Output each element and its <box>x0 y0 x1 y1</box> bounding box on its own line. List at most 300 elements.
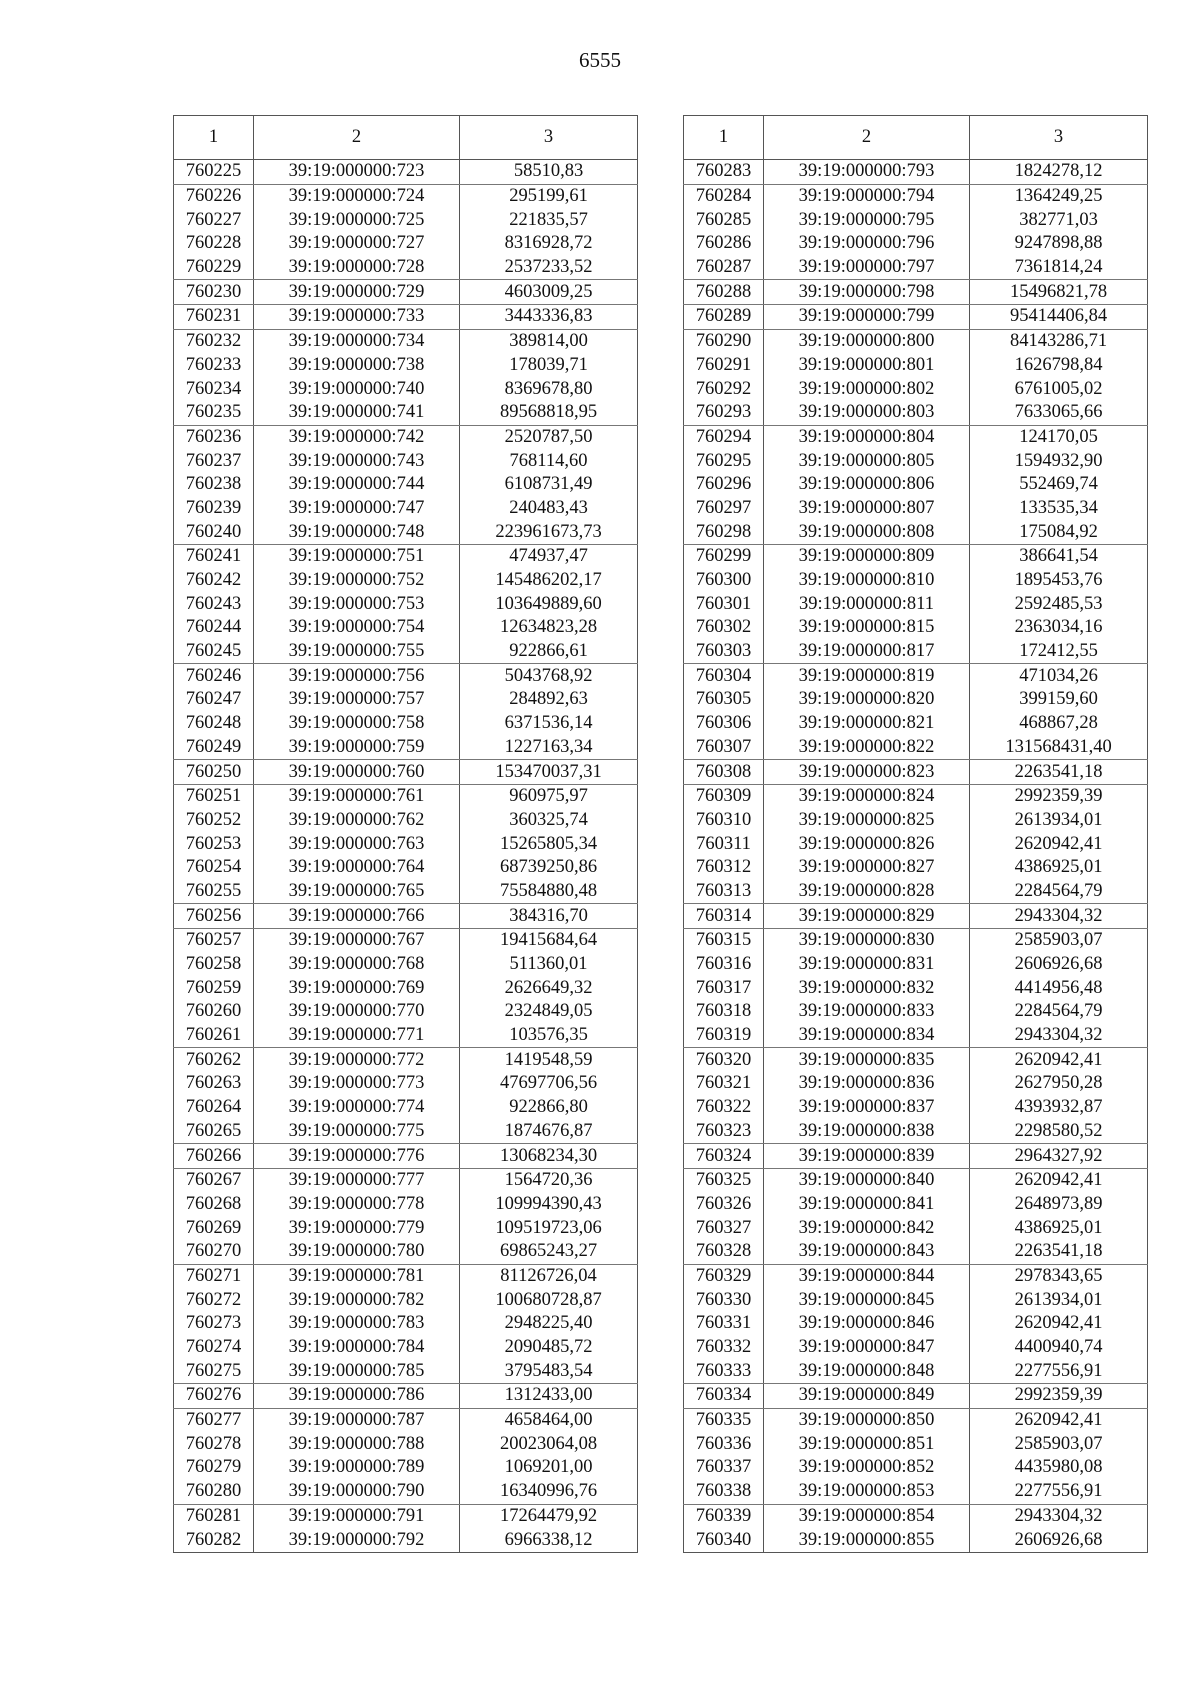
cadastral-number-cell: 39:19:000000:801 <box>764 354 970 378</box>
table-row <box>174 1240 638 1264</box>
cadastral-number-cell: 39:19:000000:782 <box>254 1288 460 1312</box>
cadastral-number-cell: 39:19:000000:771 <box>254 1024 460 1048</box>
row-number-cell: 760247 <box>174 688 254 712</box>
cadastral-number-cell: 39:19:000000:853 <box>764 1480 970 1504</box>
value-cell: 552469,74 <box>970 473 1148 497</box>
row-number-cell: 760314 <box>684 904 764 929</box>
row-number-cell: 760251 <box>174 784 254 808</box>
cadastral-number-cell: 39:19:000000:779 <box>254 1216 460 1240</box>
row-number-cell: 760286 <box>684 232 764 256</box>
value-cell: 2284564,79 <box>970 1000 1148 1024</box>
table-row <box>684 712 1148 736</box>
cadastral-number-cell: 39:19:000000:834 <box>764 1024 970 1048</box>
value-cell: 2592485,53 <box>970 592 1148 616</box>
value-cell: 1227163,34 <box>460 736 638 760</box>
value-cell: 2626649,32 <box>460 976 638 1000</box>
value-cell: 2263541,18 <box>970 760 1148 785</box>
row-number-cell: 760269 <box>174 1216 254 1240</box>
value-cell: 153470037,31 <box>460 760 638 785</box>
value-cell: 2992359,39 <box>970 1384 1148 1409</box>
row-number-cell: 760277 <box>174 1408 254 1432</box>
table-row <box>684 1096 1148 1120</box>
value-cell: 2948225,40 <box>460 1312 638 1336</box>
value-cell: 15496821,78 <box>970 280 1148 305</box>
table-row <box>684 160 1148 185</box>
cadastral-number-cell: 39:19:000000:760 <box>254 760 460 785</box>
header-cell-2: 2 <box>254 116 460 160</box>
cadastral-number-cell: 39:19:000000:784 <box>254 1336 460 1360</box>
cadastral-number-cell: 39:19:000000:748 <box>254 520 460 544</box>
value-cell: 386641,54 <box>970 545 1148 569</box>
right-table <box>683 115 1148 1553</box>
cadastral-number-cell: 39:19:000000:832 <box>764 976 970 1000</box>
cadastral-number-cell: 39:19:000000:807 <box>764 497 970 521</box>
cadastral-number-cell: 39:19:000000:754 <box>254 616 460 640</box>
row-number-cell: 760318 <box>684 1000 764 1024</box>
cadastral-number-cell: 39:19:000000:796 <box>764 232 970 256</box>
row-number-cell: 760336 <box>684 1432 764 1456</box>
value-cell: 81126726,04 <box>460 1264 638 1288</box>
row-number-cell: 760231 <box>174 305 254 330</box>
row-number-cell: 760334 <box>684 1384 764 1409</box>
table-row <box>684 208 1148 232</box>
value-cell: 2585903,07 <box>970 1432 1148 1456</box>
row-number-cell: 760278 <box>174 1432 254 1456</box>
value-cell: 2324849,05 <box>460 1000 638 1024</box>
row-number-cell: 760297 <box>684 497 764 521</box>
page-number: 6555 <box>579 48 621 72</box>
row-number-cell: 760261 <box>174 1024 254 1048</box>
table-row <box>684 1120 1148 1144</box>
row-number-cell: 760308 <box>684 760 764 785</box>
table-row <box>174 208 638 232</box>
table-row <box>684 520 1148 544</box>
row-number-cell: 760298 <box>684 520 764 544</box>
value-cell: 2620942,41 <box>970 1168 1148 1192</box>
value-cell: 68739250,86 <box>460 856 638 880</box>
right-table-body <box>684 160 1148 1553</box>
row-number-cell: 760257 <box>174 929 254 953</box>
value-cell: 4393932,87 <box>970 1096 1148 1120</box>
row-number-cell: 760291 <box>684 354 764 378</box>
cadastral-number-cell: 39:19:000000:804 <box>764 425 970 449</box>
value-cell: 4435980,08 <box>970 1456 1148 1480</box>
cadastral-number-cell: 39:19:000000:824 <box>764 784 970 808</box>
cadastral-number-cell: 39:19:000000:727 <box>254 232 460 256</box>
cadastral-number-cell: 39:19:000000:821 <box>764 712 970 736</box>
cadastral-number-cell: 39:19:000000:798 <box>764 280 970 305</box>
table-row <box>174 473 638 497</box>
table-row <box>174 1432 638 1456</box>
table-row <box>684 1504 1148 1528</box>
value-cell: 2964327,92 <box>970 1144 1148 1169</box>
cadastral-number-cell: 39:19:000000:756 <box>254 664 460 688</box>
value-cell: 131568431,40 <box>970 736 1148 760</box>
value-cell: 1594932,90 <box>970 449 1148 473</box>
header-cell-3: 3 <box>460 116 638 160</box>
cadastral-number-cell: 39:19:000000:785 <box>254 1359 460 1383</box>
value-cell: 2648973,89 <box>970 1193 1148 1217</box>
cadastral-number-cell: 39:19:000000:740 <box>254 377 460 401</box>
row-number-cell: 760271 <box>174 1264 254 1288</box>
row-number-cell: 760307 <box>684 736 764 760</box>
table-row <box>684 664 1148 688</box>
table-row <box>684 1288 1148 1312</box>
cadastral-number-cell: 39:19:000000:843 <box>764 1240 970 1264</box>
row-number-cell: 760273 <box>174 1312 254 1336</box>
row-number-cell: 760331 <box>684 1312 764 1336</box>
cadastral-number-cell: 39:19:000000:778 <box>254 1193 460 1217</box>
table-row <box>174 256 638 280</box>
table-row <box>684 688 1148 712</box>
cadastral-number-cell: 39:19:000000:774 <box>254 1096 460 1120</box>
cadastral-number-cell: 39:19:000000:781 <box>254 1264 460 1288</box>
table-row <box>684 856 1148 880</box>
table-row <box>174 592 638 616</box>
value-cell: 1824278,12 <box>970 160 1148 185</box>
value-cell: 124170,05 <box>970 425 1148 449</box>
cadastral-number-cell: 39:19:000000:800 <box>764 329 970 353</box>
cadastral-number-cell: 39:19:000000:835 <box>764 1048 970 1072</box>
cadastral-number-cell: 39:19:000000:783 <box>254 1312 460 1336</box>
table-row <box>174 1144 638 1169</box>
row-number-cell: 760335 <box>684 1408 764 1432</box>
row-number-cell: 760327 <box>684 1216 764 1240</box>
table-row <box>684 1408 1148 1432</box>
cadastral-number-cell: 39:19:000000:797 <box>764 256 970 280</box>
cadastral-number-cell: 39:19:000000:786 <box>254 1384 460 1409</box>
table-row <box>684 1432 1148 1456</box>
cadastral-number-cell: 39:19:000000:742 <box>254 425 460 449</box>
table-row <box>174 832 638 856</box>
cadastral-number-cell: 39:19:000000:738 <box>254 354 460 378</box>
table-row <box>174 1120 638 1144</box>
cadastral-number-cell: 39:19:000000:793 <box>764 160 970 185</box>
row-number-cell: 760282 <box>174 1528 254 1552</box>
cadastral-number-cell: 39:19:000000:766 <box>254 904 460 929</box>
cadastral-number-cell: 39:19:000000:833 <box>764 1000 970 1024</box>
left-table <box>173 115 638 1553</box>
left-table-body <box>174 160 638 1553</box>
value-cell: 13068234,30 <box>460 1144 638 1169</box>
table-row <box>684 545 1148 569</box>
cadastral-number-cell: 39:19:000000:752 <box>254 569 460 593</box>
table-row <box>684 784 1148 808</box>
value-cell: 2277556,91 <box>970 1480 1148 1504</box>
value-cell: 5043768,92 <box>460 664 638 688</box>
cadastral-number-cell: 39:19:000000:836 <box>764 1072 970 1096</box>
value-cell: 2620942,41 <box>970 1048 1148 1072</box>
row-number-cell: 760305 <box>684 688 764 712</box>
row-number-cell: 760323 <box>684 1120 764 1144</box>
cadastral-number-cell: 39:19:000000:775 <box>254 1120 460 1144</box>
table-row <box>174 1504 638 1528</box>
cadastral-number-cell: 39:19:000000:789 <box>254 1456 460 1480</box>
cadastral-number-cell: 39:19:000000:819 <box>764 664 970 688</box>
cadastral-number-cell: 39:19:000000:822 <box>764 736 970 760</box>
row-number-cell: 760241 <box>174 545 254 569</box>
row-number-cell: 760242 <box>174 569 254 593</box>
value-cell: 474937,47 <box>460 545 638 569</box>
value-cell: 15265805,34 <box>460 832 638 856</box>
value-cell: 47697706,56 <box>460 1072 638 1096</box>
cadastral-number-cell: 39:19:000000:795 <box>764 208 970 232</box>
row-number-cell: 760306 <box>684 712 764 736</box>
table-row <box>174 1384 638 1409</box>
table-row <box>174 232 638 256</box>
value-cell: 468867,28 <box>970 712 1148 736</box>
table-row <box>174 569 638 593</box>
row-number-cell: 760263 <box>174 1072 254 1096</box>
row-number-cell: 760272 <box>174 1288 254 1312</box>
table-row <box>174 497 638 521</box>
table-row <box>684 280 1148 305</box>
table-row <box>174 354 638 378</box>
cadastral-number-cell: 39:19:000000:830 <box>764 929 970 953</box>
value-cell: 382771,03 <box>970 208 1148 232</box>
cadastral-number-cell: 39:19:000000:805 <box>764 449 970 473</box>
row-number-cell: 760294 <box>684 425 764 449</box>
cadastral-number-cell: 39:19:000000:811 <box>764 592 970 616</box>
cadastral-number-cell: 39:19:000000:757 <box>254 688 460 712</box>
table-row <box>684 953 1148 977</box>
cadastral-number-cell: 39:19:000000:803 <box>764 401 970 425</box>
table-row <box>684 184 1148 208</box>
row-number-cell: 760266 <box>174 1144 254 1169</box>
table-row <box>684 425 1148 449</box>
row-number-cell: 760270 <box>174 1240 254 1264</box>
cadastral-number-cell: 39:19:000000:852 <box>764 1456 970 1480</box>
table-row <box>684 1072 1148 1096</box>
value-cell: 8316928,72 <box>460 232 638 256</box>
value-cell: 1312433,00 <box>460 1384 638 1409</box>
value-cell: 109519723,06 <box>460 1216 638 1240</box>
row-number-cell: 760304 <box>684 664 764 688</box>
cadastral-number-cell: 39:19:000000:831 <box>764 953 970 977</box>
row-number-cell: 760240 <box>174 520 254 544</box>
row-number-cell: 760280 <box>174 1480 254 1504</box>
table-row <box>174 976 638 1000</box>
row-number-cell: 760249 <box>174 736 254 760</box>
value-cell: 284892,63 <box>460 688 638 712</box>
cadastral-number-cell: 39:19:000000:815 <box>764 616 970 640</box>
value-cell: 2613934,01 <box>970 1288 1148 1312</box>
cadastral-number-cell: 39:19:000000:791 <box>254 1504 460 1528</box>
table-row <box>174 1216 638 1240</box>
value-cell: 399159,60 <box>970 688 1148 712</box>
table-row <box>174 1456 638 1480</box>
row-number-cell: 760325 <box>684 1168 764 1192</box>
row-number-cell: 760300 <box>684 569 764 593</box>
value-cell: 1874676,87 <box>460 1120 638 1144</box>
table-row <box>684 1168 1148 1192</box>
value-cell: 2943304,32 <box>970 1504 1148 1528</box>
row-number-cell: 760274 <box>174 1336 254 1360</box>
table-row <box>174 616 638 640</box>
value-cell: 84143286,71 <box>970 329 1148 353</box>
cadastral-number-cell: 39:19:000000:825 <box>764 809 970 833</box>
value-cell: 175084,92 <box>970 520 1148 544</box>
cadastral-number-cell: 39:19:000000:734 <box>254 329 460 353</box>
row-number-cell: 760229 <box>174 256 254 280</box>
value-cell: 103649889,60 <box>460 592 638 616</box>
cadastral-number-cell: 39:19:000000:799 <box>764 305 970 330</box>
row-number-cell: 760253 <box>174 832 254 856</box>
row-number-cell: 760322 <box>684 1096 764 1120</box>
row-number-cell: 760290 <box>684 329 764 353</box>
row-number-cell: 760234 <box>174 377 254 401</box>
table-row <box>684 1240 1148 1264</box>
table-row <box>684 1216 1148 1240</box>
value-cell: 2520787,50 <box>460 425 638 449</box>
cadastral-number-cell: 39:19:000000:854 <box>764 1504 970 1528</box>
row-number-cell: 760296 <box>684 473 764 497</box>
value-cell: 17264479,92 <box>460 1504 638 1528</box>
value-cell: 6761005,02 <box>970 377 1148 401</box>
row-number-cell: 760259 <box>174 976 254 1000</box>
cadastral-number-cell: 39:19:000000:845 <box>764 1288 970 1312</box>
cadastral-number-cell: 39:19:000000:780 <box>254 1240 460 1264</box>
cadastral-number-cell: 39:19:000000:729 <box>254 280 460 305</box>
table-row <box>684 640 1148 664</box>
row-number-cell: 760246 <box>174 664 254 688</box>
row-number-cell: 760238 <box>174 473 254 497</box>
row-number-cell: 760226 <box>174 184 254 208</box>
table-row <box>174 160 638 185</box>
value-cell: 20023064,08 <box>460 1432 638 1456</box>
table-row <box>684 569 1148 593</box>
table-row <box>684 904 1148 929</box>
cadastral-number-cell: 39:19:000000:768 <box>254 953 460 977</box>
cadastral-number-cell: 39:19:000000:741 <box>254 401 460 425</box>
value-cell: 2627950,28 <box>970 1072 1148 1096</box>
cadastral-number-cell: 39:19:000000:817 <box>764 640 970 664</box>
row-number-cell: 760236 <box>174 425 254 449</box>
row-number-cell: 760324 <box>684 1144 764 1169</box>
row-number-cell: 760285 <box>684 208 764 232</box>
table-row <box>684 809 1148 833</box>
value-cell: 58510,83 <box>460 160 638 185</box>
table-row <box>174 1359 638 1383</box>
row-number-cell: 760337 <box>684 1456 764 1480</box>
row-number-cell: 760302 <box>684 616 764 640</box>
table-row <box>174 856 638 880</box>
header-row <box>174 116 638 160</box>
table-row <box>174 953 638 977</box>
value-cell: 4414956,48 <box>970 976 1148 1000</box>
value-cell: 6108731,49 <box>460 473 638 497</box>
row-number-cell: 760244 <box>174 616 254 640</box>
row-number-cell: 760252 <box>174 809 254 833</box>
row-number-cell: 760311 <box>684 832 764 856</box>
value-cell: 295199,61 <box>460 184 638 208</box>
value-cell: 2620942,41 <box>970 1408 1148 1432</box>
row-number-cell: 760250 <box>174 760 254 785</box>
cadastral-number-cell: 39:19:000000:810 <box>764 569 970 593</box>
value-cell: 19415684,64 <box>460 929 638 953</box>
value-cell: 89568818,95 <box>460 401 638 425</box>
value-cell: 1364249,25 <box>970 184 1148 208</box>
cadastral-number-cell: 39:19:000000:829 <box>764 904 970 929</box>
value-cell: 172412,55 <box>970 640 1148 664</box>
table-row <box>174 425 638 449</box>
table-row <box>684 1359 1148 1383</box>
value-cell: 221835,57 <box>460 208 638 232</box>
cadastral-number-cell: 39:19:000000:761 <box>254 784 460 808</box>
cadastral-number-cell: 39:19:000000:802 <box>764 377 970 401</box>
table-row <box>684 401 1148 425</box>
value-cell: 4603009,25 <box>460 280 638 305</box>
cadastral-number-cell: 39:19:000000:841 <box>764 1193 970 1217</box>
cadastral-number-cell: 39:19:000000:828 <box>764 880 970 904</box>
cadastral-number-cell: 39:19:000000:838 <box>764 1120 970 1144</box>
row-number-cell: 760279 <box>174 1456 254 1480</box>
table-row <box>174 1096 638 1120</box>
row-number-cell: 760310 <box>684 809 764 833</box>
table-row <box>174 1336 638 1360</box>
row-number-cell: 760332 <box>684 1336 764 1360</box>
value-cell: 6966338,12 <box>460 1528 638 1552</box>
value-cell: 1069201,00 <box>460 1456 638 1480</box>
cadastral-number-cell: 39:19:000000:847 <box>764 1336 970 1360</box>
table-row <box>684 449 1148 473</box>
table-row <box>684 592 1148 616</box>
header-cell-3: 3 <box>970 116 1148 160</box>
value-cell: 223961673,73 <box>460 520 638 544</box>
value-cell: 2284564,79 <box>970 880 1148 904</box>
value-cell: 2613934,01 <box>970 809 1148 833</box>
row-number-cell: 760319 <box>684 1024 764 1048</box>
row-number-cell: 760245 <box>174 640 254 664</box>
table-row <box>174 688 638 712</box>
table-row <box>174 640 638 664</box>
cadastral-number-cell: 39:19:000000:846 <box>764 1312 970 1336</box>
cadastral-number-cell: 39:19:000000:794 <box>764 184 970 208</box>
value-cell: 2363034,16 <box>970 616 1148 640</box>
table-row <box>684 1048 1148 1072</box>
cadastral-number-cell: 39:19:000000:765 <box>254 880 460 904</box>
header-cell-1: 1 <box>684 116 764 160</box>
row-number-cell: 760275 <box>174 1359 254 1383</box>
table-row <box>684 232 1148 256</box>
row-number-cell: 760237 <box>174 449 254 473</box>
table-row <box>684 1456 1148 1480</box>
row-number-cell: 760330 <box>684 1288 764 1312</box>
table-row <box>174 1480 638 1504</box>
table-row <box>174 520 638 544</box>
value-cell: 145486202,17 <box>460 569 638 593</box>
value-cell: 3443336,83 <box>460 305 638 330</box>
row-number-cell: 760316 <box>684 953 764 977</box>
table-row <box>174 1528 638 1552</box>
cadastral-number-cell: 39:19:000000:755 <box>254 640 460 664</box>
cadastral-number-cell: 39:19:000000:767 <box>254 929 460 953</box>
row-number-cell: 760284 <box>684 184 764 208</box>
value-cell: 7633065,66 <box>970 401 1148 425</box>
value-cell: 69865243,27 <box>460 1240 638 1264</box>
table-row <box>684 497 1148 521</box>
row-number-cell: 760276 <box>174 1384 254 1409</box>
value-cell: 3795483,54 <box>460 1359 638 1383</box>
table-row <box>174 1000 638 1024</box>
row-number-cell: 760288 <box>684 280 764 305</box>
value-cell: 471034,26 <box>970 664 1148 688</box>
cadastral-number-cell: 39:19:000000:844 <box>764 1264 970 1288</box>
value-cell: 2537233,52 <box>460 256 638 280</box>
cadastral-number-cell: 39:19:000000:762 <box>254 809 460 833</box>
value-cell: 922866,61 <box>460 640 638 664</box>
row-number-cell: 760233 <box>174 354 254 378</box>
